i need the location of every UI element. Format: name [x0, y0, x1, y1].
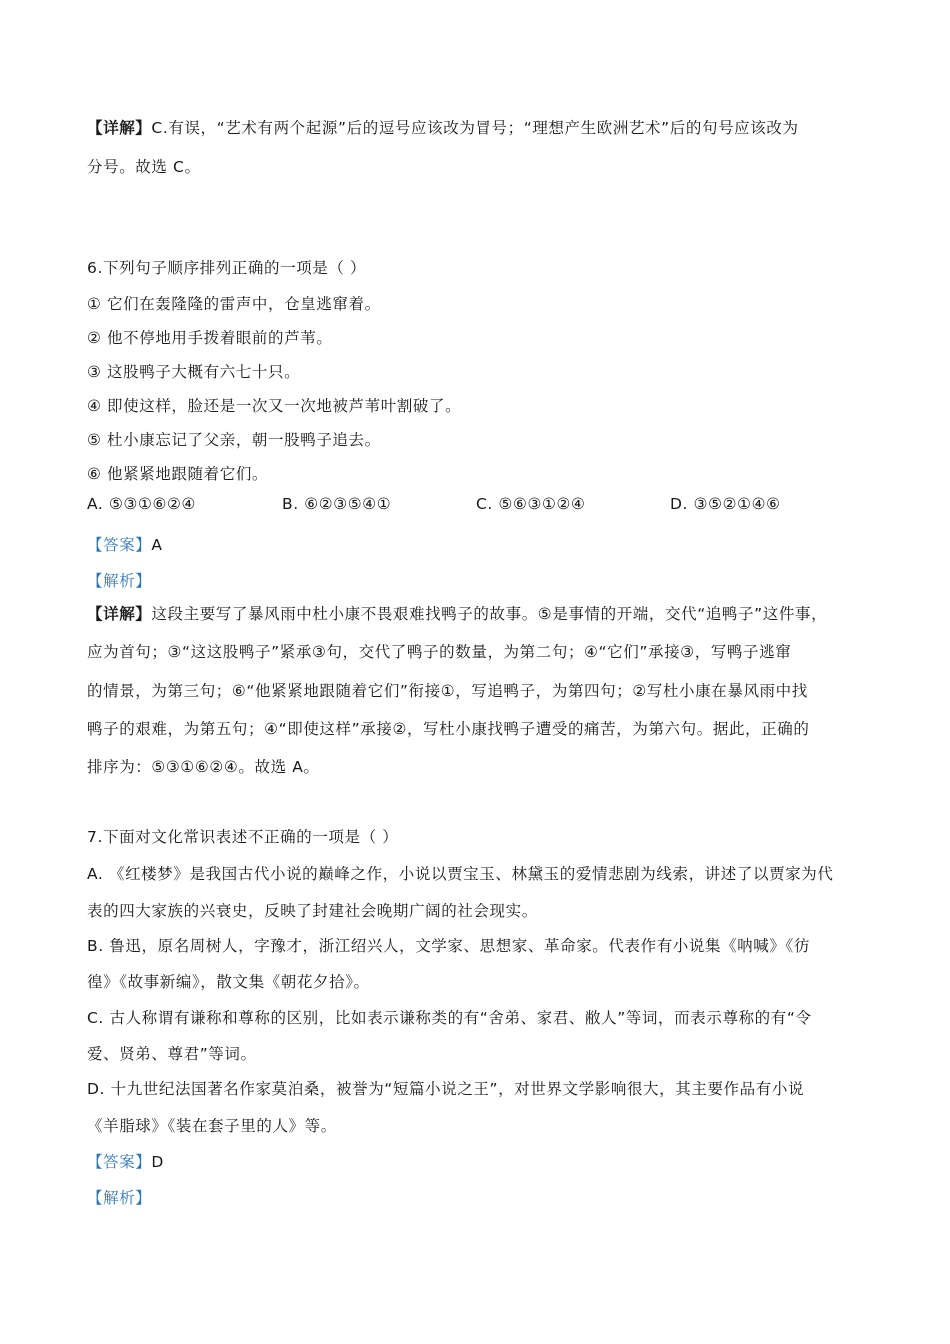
q6-explain-line-1 [87, 602, 827, 624]
explain-text: C.有误，“艺术有两个起源”后的逗号应该改为冒号；“理想产生欧洲艺术”后的句号应该改为 [151, 119, 799, 137]
answer-tag: 【答案】 [87, 1153, 152, 1171]
q7-analysis-tag: 【解析】 [87, 1189, 152, 1207]
q7-option-line: 《羊脂球》《装在套子里的人》等。 [87, 1117, 337, 1135]
explain-text: 这段主要写了暴风雨中杜小康不畏艰难找鸭子的故事。⑤是事情的开端，交代“追鸭子”这件事， [151, 605, 828, 623]
q6-sentence: ⑤ 杜小康忘记了父亲，朝一股鸭子追去。 [87, 431, 381, 449]
q7-answer-line [87, 1150, 164, 1172]
explain-tag: 【详解】 [87, 119, 152, 137]
q6-explain-line: 的情景，为第三句；⑥“他紧紧地跟随着它们”衔接①，写追鸭子，为第四句；②写杜小康在暴风雨中找 [87, 682, 808, 700]
q6-sentence: ⑥ 他紧紧地跟随着它们。 [87, 465, 269, 483]
question-6-stem: 6.下列句子顺序排列正确的一项是（ ） [87, 259, 367, 277]
q7-option-line: 徨》《故事新编》，散文集《朝花夕拾》。 [87, 973, 370, 991]
q7-option-line: B. 鲁迅，原名周树人，字豫才，浙江绍兴人，文学家、思想家、革命家。代表作有小说集《呐喊》《彷 [87, 937, 810, 955]
q6-option-c: C. ⑤⑥③①②④ [476, 495, 586, 513]
q6-sentence: ① 它们在轰隆隆的雷声中，仓皇逃窜着。 [87, 295, 381, 313]
explain-tag: 【详解】 [87, 605, 152, 623]
q6-option-d: D. ③⑤②①④⑥ [670, 495, 781, 513]
answer-value: A [151, 536, 163, 554]
q7-option-line: D. 十九世纪法国著名作家莫泊桑，被誉为“短篇小说之王”，对世界文学影响很大，其主要作品有小说 [87, 1080, 805, 1098]
answer-tag: 【答案】 [87, 536, 152, 554]
q6-sentence: ② 他不停地用手拨着眼前的芦苇。 [87, 329, 333, 347]
q7-option-line: A. 《红楼梦》是我国古代小说的巅峰之作，小说以贾宝玉、林黛玉的爱情悲剧为线索，讲述了以贾家为代 [87, 865, 834, 883]
q6-answer-line [87, 533, 163, 555]
q6-explain-line: 应为首句；③“这这股鸭子”紧承③句，交代了鸭子的数量，为第二句；④“它们”承接③，写鸭子逃窜 [87, 643, 792, 661]
prev-explain-line-2: 分号。故选 C。 [87, 158, 201, 176]
q6-sentence: ④ 即使这样，脸还是一次又一次地被芦苇叶割破了。 [87, 397, 462, 415]
q6-explain-line: 鸭子的艰难，为第五句；④“即使这样”承接②，写杜小康找鸭子遭受的痛苦，为第六句。据此，正确的 [87, 720, 810, 738]
q6-sentence: ③ 这股鸭子大概有六七十只。 [87, 363, 301, 381]
q7-option-line: C. 古人称谓有谦称和尊称的区别，比如表示谦称类的有“舍弟、家君、敝人”等词，而表示尊称的有“令 [87, 1009, 812, 1027]
prev-explain-line-1 [87, 116, 799, 138]
answer-value: D [151, 1153, 164, 1171]
q7-option-line: 爱、贤弟、尊君”等词。 [87, 1045, 257, 1063]
question-7-stem: 7.下面对文化常识表述不正确的一项是（ ） [87, 828, 399, 846]
q6-analysis-tag: 【解析】 [87, 572, 152, 590]
q6-option-b: B. ⑥②③⑤④① [282, 495, 392, 513]
q7-option-line: 表的四大家族的兴衰史，反映了封建社会晚期广阔的社会现实。 [87, 902, 538, 920]
q6-option-a: A. ⑤③①⑥②④ [87, 495, 196, 513]
q6-explain-line: 排序为：⑤③①⑥②④。故选 A。 [87, 758, 320, 776]
